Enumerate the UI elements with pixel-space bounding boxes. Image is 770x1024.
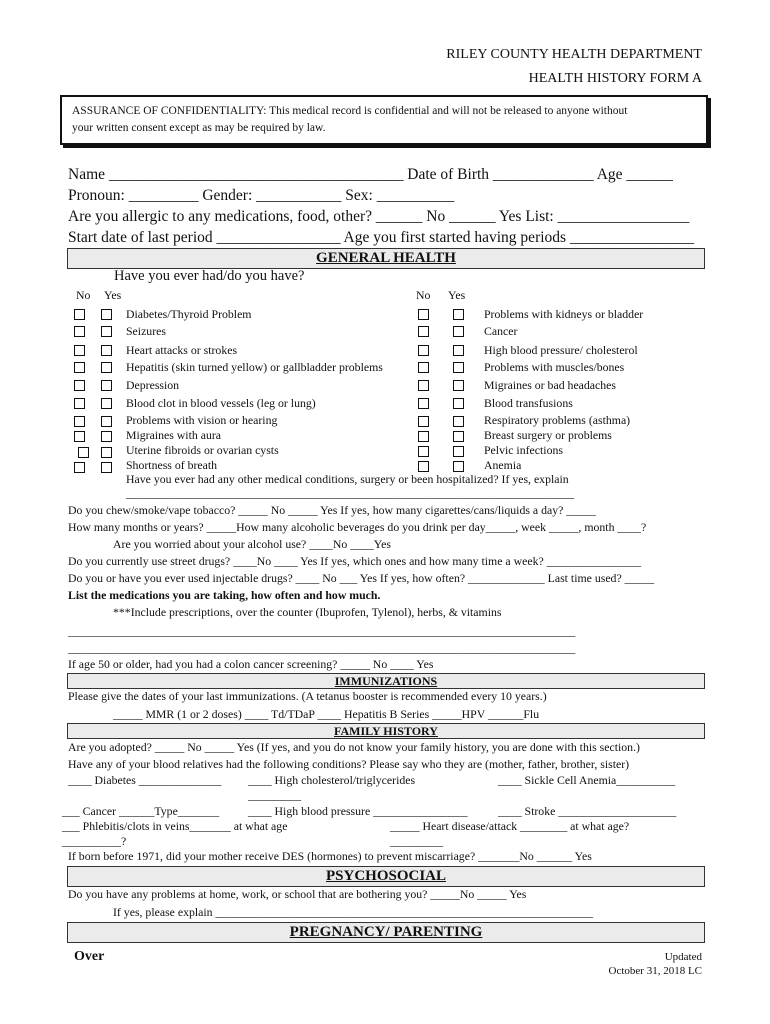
- medications-line[interactable]: ______________________________________________________________________________________: [68, 641, 576, 655]
- updated-label: Updated: [664, 951, 702, 963]
- medications-note: ***Include prescriptions, over the counter (Ibuprofen, Tylenol), herbs, & vitamins: [113, 605, 502, 619]
- over-label: Over: [74, 949, 105, 964]
- immunizations-header: IMMUNIZATIONS: [67, 673, 705, 689]
- checkbox-yes[interactable]: [453, 416, 464, 427]
- checkbox-no[interactable]: [418, 446, 429, 457]
- heart-disease-field[interactable]: _____ Heart disease/attack ________ at what age?: [390, 819, 630, 833]
- cholesterol-field-line[interactable]: _________: [248, 788, 302, 802]
- alcohol-question[interactable]: How many months or years? _____How many alcoholic beverages do you drink per day_____, week _____, month ____?: [68, 520, 647, 534]
- general-health-header: GENERAL HEALTH: [67, 248, 705, 269]
- cancer-field[interactable]: ___ Cancer ______Type_______: [62, 804, 220, 818]
- confidentiality-box: [60, 95, 708, 145]
- sickle-cell-field[interactable]: ____ Sickle Cell Anemia__________: [498, 773, 676, 787]
- confidentiality-line-2: your written consent except as may be required by law.: [72, 122, 326, 134]
- checkbox-yes[interactable]: [453, 461, 464, 472]
- cholesterol-field[interactable]: ____ High cholesterol/triglycerides: [248, 773, 416, 787]
- condition-label: Migraines or bad headaches: [484, 378, 617, 392]
- checkbox-yes[interactable]: [101, 416, 112, 427]
- checkbox-no[interactable]: [418, 461, 429, 472]
- checkbox-no[interactable]: [74, 398, 85, 409]
- yes-column-label-right: Yes: [448, 288, 466, 302]
- confidentiality-line-1: ASSURANCE OF CONFIDENTIALITY: This medical record is confidential and will not be released to anyone without: [72, 105, 628, 117]
- checkbox-yes[interactable]: [101, 398, 112, 409]
- name-dob-age-line[interactable]: Name ______________________________________ Date of Birth _____________ Age ______: [68, 166, 673, 183]
- condition-label: Blood transfusions: [484, 396, 573, 410]
- checkbox-no[interactable]: [74, 462, 85, 473]
- checkbox-no[interactable]: [74, 345, 85, 356]
- pronoun-gender-sex-line[interactable]: Pronoun: _________ Gender: ___________ Sex: __________: [68, 187, 455, 204]
- checkbox-no[interactable]: [74, 431, 85, 442]
- checkbox-yes[interactable]: [101, 326, 112, 337]
- checkbox-yes[interactable]: [453, 362, 464, 373]
- pregnancy-parenting-header: PREGNANCY/ PARENTING: [67, 922, 705, 943]
- phlebitis-field[interactable]: ___ Phlebitis/clots in veins_______ at what age: [62, 819, 288, 833]
- no-column-label-right: No: [416, 288, 431, 302]
- checkbox-yes[interactable]: [101, 309, 112, 320]
- phlebitis-age-field[interactable]: __________?: [62, 834, 127, 848]
- form-title: HEALTH HISTORY FORM A: [528, 71, 702, 86]
- condition-label: Seizures: [126, 324, 166, 338]
- checkbox-yes[interactable]: [101, 447, 112, 458]
- psychosocial-header: PSYCHOSOCIAL: [67, 866, 705, 887]
- condition-label: Breast surgery or problems: [484, 428, 612, 442]
- checkbox-yes[interactable]: [453, 326, 464, 337]
- condition-label: Depression: [126, 378, 180, 392]
- condition-label: Cancer: [484, 324, 518, 338]
- general-health-question: Have you ever had/do you have?: [114, 268, 305, 284]
- checkbox-no[interactable]: [74, 416, 85, 427]
- heart-disease-age-line[interactable]: _________: [390, 834, 444, 848]
- condition-label: Pelvic infections: [484, 443, 563, 457]
- condition-label: Respiratory problems (asthma): [484, 413, 631, 427]
- condition-label: High blood pressure/ cholesterol: [484, 343, 638, 357]
- checkbox-no[interactable]: [418, 431, 429, 442]
- condition-label: Problems with muscles/bones: [484, 360, 625, 374]
- immunizations-prompt: Please give the dates of your last immunizations. (A tetanus booster is recommended every 10 years.): [68, 689, 547, 703]
- condition-label: Migraines with aura: [126, 428, 222, 442]
- diabetes-field[interactable]: ____ Diabetes ______________: [68, 773, 222, 787]
- condition-label: Problems with kidneys or bladder: [484, 307, 644, 321]
- relatives-question: Have any of your blood relatives had the following conditions? Please say who they are (mother, father, brother, sister): [68, 757, 630, 771]
- checkbox-no[interactable]: [418, 345, 429, 356]
- updated-date: October 31, 2018 LC: [608, 965, 702, 977]
- alcohol-worried-question[interactable]: Are you worried about your alcohol use? ____No ____Yes: [113, 537, 391, 551]
- condition-label: Shortness of breath: [126, 458, 218, 472]
- des-question[interactable]: If born before 1971, did your mother receive DES (hormones) to prevent miscarriage? _______No ______ Yes: [68, 849, 592, 863]
- medications-heading: List the medications you are taking, how often and how much.: [68, 588, 381, 602]
- checkbox-no[interactable]: [418, 362, 429, 373]
- period-line[interactable]: Start date of last period ________________ Age you first started having periods ________________: [68, 229, 694, 246]
- injectable-drugs-question[interactable]: Do you or have you ever used injectable drugs? ____ No ___ Yes If yes, how often? _____________ Last time used? _____: [68, 571, 655, 585]
- checkbox-yes[interactable]: [101, 431, 112, 442]
- checkbox-yes[interactable]: [101, 380, 112, 391]
- condition-label: Uterine fibroids or ovarian cysts: [126, 443, 279, 457]
- checkbox-yes[interactable]: [453, 380, 464, 391]
- medications-line[interactable]: ______________________________________________________________________________________: [68, 624, 576, 638]
- checkbox-no[interactable]: [78, 447, 89, 458]
- checkbox-yes[interactable]: [101, 345, 112, 356]
- checkbox-yes[interactable]: [453, 345, 464, 356]
- checkbox-no[interactable]: [74, 380, 85, 391]
- checkbox-no[interactable]: [74, 326, 85, 337]
- checkbox-no[interactable]: [418, 326, 429, 337]
- condition-label: Heart attacks or strokes: [126, 343, 238, 357]
- tobacco-question[interactable]: Do you chew/smoke/vape tobacco? _____ No _____ Yes If yes, how many cigarettes/cans/liquids a day? _____: [68, 503, 596, 517]
- colon-screening-question[interactable]: If age 50 or older, had you had a colon cancer screening? _____ No ____ Yes: [68, 657, 434, 671]
- checkbox-yes[interactable]: [453, 446, 464, 457]
- adopted-question[interactable]: Are you adopted? _____ No _____ Yes (If yes, and you do not know your family history, you are done with this section.): [68, 740, 640, 754]
- checkbox-yes[interactable]: [101, 362, 112, 373]
- psychosocial-explain[interactable]: If yes, please explain ________________________________________________________________: [113, 905, 594, 919]
- street-drugs-question[interactable]: Do you currently use street drugs? ____No ____ Yes If yes, which ones and how many time a week? ________________: [68, 554, 642, 568]
- checkbox-no[interactable]: [418, 398, 429, 409]
- checkbox-no[interactable]: [418, 416, 429, 427]
- department-title: RILEY COUNTY HEALTH DEPARTMENT: [446, 47, 702, 62]
- other-conditions-question: Have you ever had any other medical conditions, surgery or been hospitalized? If yes, explain: [126, 472, 569, 486]
- checkbox-no[interactable]: [418, 309, 429, 320]
- immunizations-list[interactable]: _____ MMR (1 or 2 doses) ____ Td/TDaP ____ Hepatitis B Series _____HPV ______Flu: [113, 707, 540, 721]
- checkbox-yes[interactable]: [101, 462, 112, 473]
- condition-label: Hepatitis (skin turned yellow) or gallbladder problems: [126, 360, 383, 374]
- checkbox-yes[interactable]: [453, 309, 464, 320]
- checkbox-yes[interactable]: [453, 431, 464, 442]
- checkbox-no[interactable]: [74, 309, 85, 320]
- condition-label: Blood clot in blood vessels (leg or lung): [126, 396, 316, 410]
- checkbox-yes[interactable]: [453, 398, 464, 409]
- yes-column-label-left: Yes: [104, 288, 122, 302]
- checkbox-no[interactable]: [418, 380, 429, 391]
- allergy-line[interactable]: Are you allergic to any medications, food, other? ______ No ______ Yes List: _________________: [68, 208, 690, 225]
- psychosocial-question[interactable]: Do you have any problems at home, work, or school that are bothering you? _____No _____ Yes: [68, 887, 527, 901]
- blood-pressure-field[interactable]: ____ High blood pressure ________________: [248, 804, 468, 818]
- condition-label: Problems with vision or hearing: [126, 413, 278, 427]
- no-column-label-left: No: [76, 288, 91, 302]
- stroke-field[interactable]: ____ Stroke ____________________: [498, 804, 677, 818]
- other-conditions-line[interactable]: ____________________________________________________________________________: [126, 486, 575, 500]
- condition-label: Anemia: [484, 458, 522, 472]
- checkbox-no[interactable]: [74, 362, 85, 373]
- family-history-header: FAMILY HISTORY: [67, 723, 705, 739]
- condition-label: Diabetes/Thyroid Problem: [126, 307, 252, 321]
